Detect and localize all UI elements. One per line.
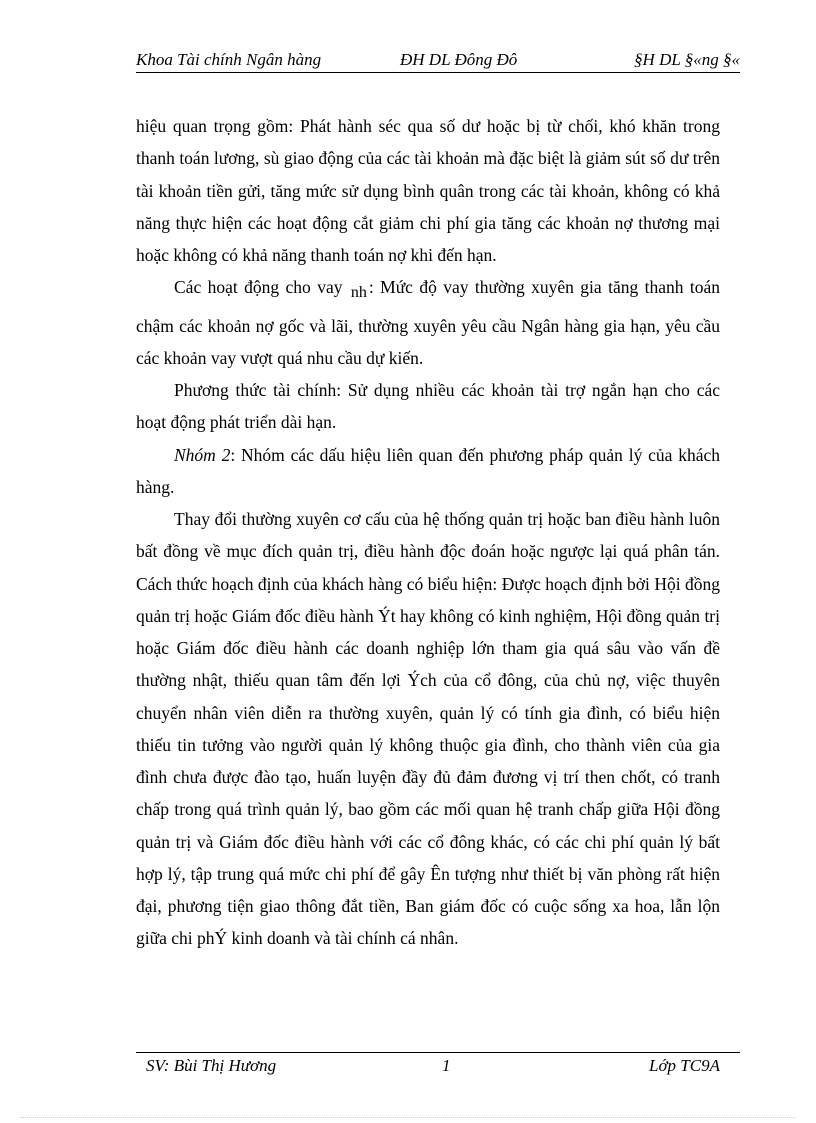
paragraph-2-subscript: nh bbox=[350, 284, 367, 302]
document-body bbox=[136, 110, 720, 955]
footer-class: Lớp TC9A bbox=[649, 1056, 720, 1075]
paragraph-2 bbox=[136, 271, 720, 374]
page-footer bbox=[136, 1054, 720, 1078]
paragraph-5: Thay đổi thường xuyên cơ cấu của hệ thống quản trị hoặc ban điều hành luôn bất đồng về mục đích quản trị, điều hành độc đoán hoặc ngược lại quá phân tán. Cách thức hoạch định của khách hàng có biểu hiện: Được hoạch định bởi Hội đồng quản trị hoặc Giám đốc điều hành Ýt hay không có kinh nghiệm, Hội đồng quản trị hoặc Giám đốc điều hành các doanh nghiệp lớn tham gia quá sâu vào vấn đề thường nhật, thiếu quan tâm đến lợi Ých của cổ đông, của chủ nợ, việc thuyên chuyển nhân viên diễn ra thường xuyên, quản lý có tính gia đình, có biểu hiện thiếu tin tưởng vào người quản lý không thuộc gia đình, cho thành viên của gia đình chưa được đào tạo, huấn luyện đầy đủ đảm đương vị trí then chốt, có tranh chấp trong quá trình quản lý, bao gồm các mối quan hệ tranh chấp giữa Hội đồng quản trị và Giám đốc điều hành với các cổ đông khác, có các chi phí quản lý bất hợp lý, tập trung quá mức chi phí để gây Ên tượng như thiết bị văn phòng rất hiện đại, phương tiện giao thông đắt tiền, Ban giám đốc có cuộc sống xa hoa, lẫn lộn giữa chi phÝ kinh doanh và tài chính cá nhân. bbox=[136, 509, 720, 949]
footer-rule bbox=[136, 1052, 740, 1053]
page-header bbox=[136, 48, 740, 72]
group-2-label: Nhóm 2 bbox=[174, 444, 231, 465]
group-2-text: : Nhóm các dấu hiệu liên quan đến phương pháp quản lý của khách hàng. bbox=[136, 444, 720, 497]
paragraph-1: hiệu quan trọng gồm: Phát hành séc qua số dư hoặc bị từ chối, khó khăn trong thanh toán lương, sù giao động của các tài khoản mà đặc biệt là giảm sút số dư trên tài khoản tiền gửi, tăng mức sử dụng bình quân trong các tài khoản, không có khả năng thực hiện các hoạt động cắt giảm chi phí gia tăng các khoản nợ thương mại hoặc không có khả năng thanh toán nợ khi đến hạn. bbox=[136, 116, 720, 265]
paragraph-4 bbox=[136, 439, 720, 504]
paragraph-3: Phương thức tài chính: Sử dụng nhiều các khoản tài trợ ngắn hạn cho các hoạt động phát triển dài hạn. bbox=[136, 380, 720, 433]
footer-page-number: 1 bbox=[442, 1056, 451, 1075]
header-faculty: Khoa Tài chính Ngân hàng bbox=[136, 50, 322, 69]
footer-student-name: SV: Bùi Thị Hương bbox=[146, 1056, 277, 1075]
paragraph-2-end: : Mức độ vay thường xuyên gia tăng thanh toán chậm các khoản nợ gốc và lãi, thường xuyên yêu cầu Ngân hàng gia hạn, yêu cầu các khoản vay vượt quá nhu cầu dự kiến. bbox=[136, 277, 721, 368]
header-university-legacy-font: §H DL §«ng §« bbox=[634, 50, 740, 69]
header-university: ĐH DL Đông Đô bbox=[400, 50, 518, 69]
page-bottom-dotted-border bbox=[20, 1117, 796, 1118]
paragraph-2-start: Các hoạt động cho vay bbox=[174, 277, 343, 298]
header-rule bbox=[136, 72, 740, 73]
